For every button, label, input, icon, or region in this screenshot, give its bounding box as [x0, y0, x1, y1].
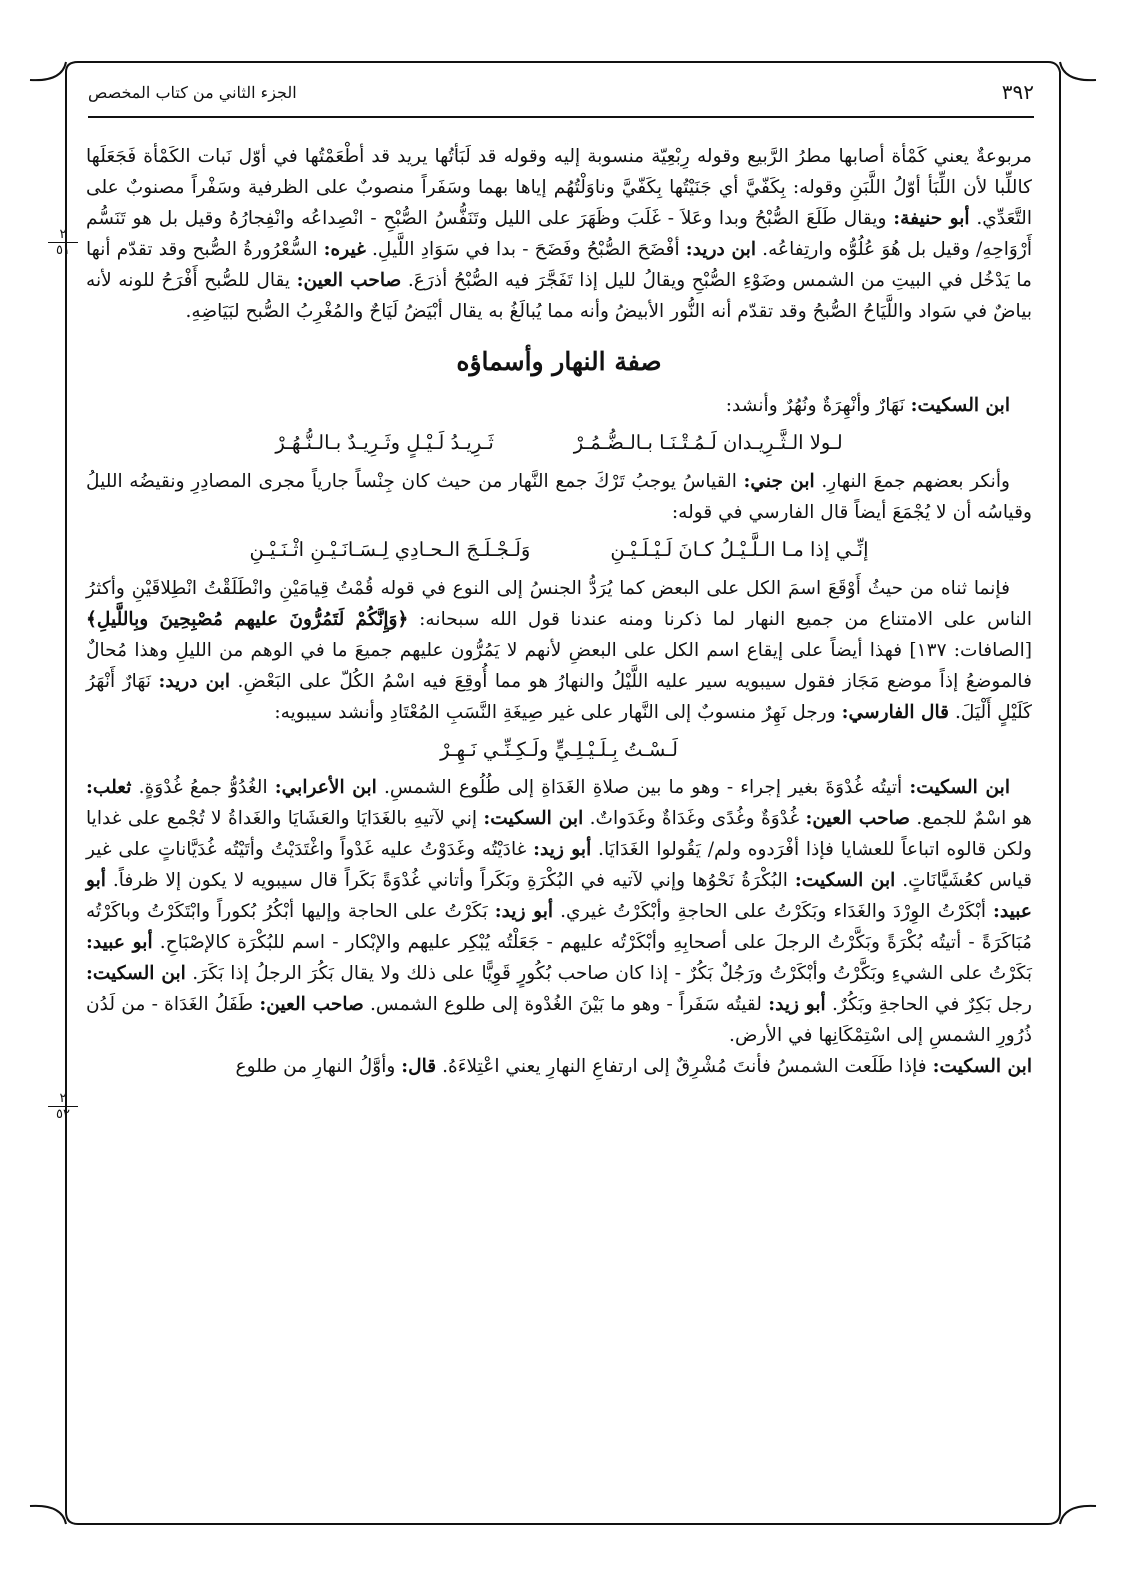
text: هو اسْمٌ للجمع.: [916, 808, 1032, 830]
paragraph: [86, 467, 1032, 529]
text: لقيتُه سَفَراً - وهو ما بَيْنَ الغُدْوة إلى طلوع الشمس.: [370, 993, 762, 1015]
narrator-name: صاحب العين:: [259, 993, 364, 1015]
quran-quote: ﴿وَإِنَّكُمْ لَتَمُرُّونَ عليهم مُصْبِحِينَ وبِاللَّيلِ﴾: [86, 608, 409, 630]
page-body: [86, 142, 1032, 1082]
narrator-name: صاحب العين:: [296, 269, 402, 291]
header-rule: [88, 116, 1034, 118]
text: ورجل نَهِرٌ منسوبٌ إلى النَّهار على غير صِيغَةِ النَّسَبِ المُعْتَادِ وأنشد سيبويه:: [274, 701, 836, 723]
text: يقال للصُّبح أَفْرَحُ للونه لأنه بياضٌ في سَواد واللَّيَاحُ الصُّبحُ وقد تقدّم أنه النُّور الأبيضُ وأنه مما يُبالَغُ به يقال أبْيَضُ لَيَاحٌ والمُغْرِبُ الصُّبح لبَيَاضِهِ.: [86, 269, 1032, 322]
narrator-name: أبو عبيد:: [86, 931, 153, 953]
margin-note-top: ٢: [59, 227, 67, 242]
running-title: الجزء الثاني من كتاب المخصص: [88, 82, 297, 102]
verse-hemistich: ثَـرِيـدُ لَـيْـلٍ وثَـرِيـدٌ بـالـنُّـهُـرْ: [275, 431, 494, 455]
narrator-name: قال الفارسي:: [841, 701, 950, 723]
narrator-name: ابن دريد:: [158, 670, 231, 692]
poetry-verse: [86, 535, 1032, 566]
poetry-verse: [86, 735, 1032, 766]
text: فهذا أيضاً على إيقاع اسم الكل على البعضِ لأنهم لا يَمُرُّون عليهم جميعَ ما في الوهم من الليلِ وهذا مُحالٌ فالموضعُ إذاً موضع مَجَاز فقول سيبويه سير عليه اللَّيْلُ والنهارُ هو مما أُوقِعَ فيه اسْمُ الكُلّ على البَعْضِ.: [86, 639, 1032, 692]
text: وأنكر بعضهم جمعَ النهارِ.: [821, 471, 1010, 493]
narrator-name: أبو حنيفة:: [893, 207, 970, 229]
margin-note-bottom: ٥٢: [56, 1107, 70, 1122]
verse-hemistich: لَـسْـتُ بِـلَـيْـلِـيٍّ ولَـكِـنِّـي نَـهِـرْ: [440, 737, 678, 761]
narrator-name: ابن دريد:: [685, 238, 757, 260]
text: القياسُ يوجبُ تَرْكَ جمع النَّهار من حيث كان جِنْساً جارياً مجرى المصادِرِ ونقيضُه الليلُ وقياسُه أن لا يُجْمَعَ أيضاً قال الفارسي في قوله:: [86, 471, 1032, 524]
page-number: ٣٩٢: [1001, 80, 1034, 104]
text: ويقال طَلَعَ الصُّبْحُ وبدا وعَلاَ - غَلَبَ وظَهَرَ على الليل وتَنَفُّسُ الصُّبْحِ - انْصِداعُه وانْفِجارُهُ وقيل بل هو تَنَسُّم أَرْوَاحِهِ/ وقيل بل هُوَ عُلُوُّه وارتِفاعُه.: [86, 207, 1032, 260]
margin-note-bottom: ٥١: [56, 243, 70, 258]
running-header: [88, 70, 1034, 114]
text: نَهَارٌ أَنْهَرُ كَلَيْلٍ أَلْيَلَ.: [86, 670, 1032, 723]
narrator-name: ابن السكيت:: [483, 808, 584, 830]
narrator-name: أبو زيد:: [494, 901, 554, 923]
narrator-name: ابن جني:: [743, 471, 815, 493]
narrator-name: ابن السكيت:: [932, 1055, 1032, 1077]
narrator-name: ابن السكيت:: [910, 395, 1010, 417]
text: طَفَلُ الغَدَاة - من لَدُن ذُرُورِ الشمسِ إلى اسْتِمْكَانِها في الأرض.: [86, 993, 1032, 1046]
text: نَهَارٌ وأنْهِرَةٌ ونُهُرٌ وأنشد:: [725, 395, 905, 417]
text: أبْكَرْتُ الوِرْدَ والغَدَاء وبَكَرْتُ على الحاجةِ وأبْكَرْتُ غيري.: [560, 901, 987, 923]
paragraph: [86, 142, 1032, 327]
verse-hemistich: إنِّـي إذا مـا الـلَّـيْـلُ كـانَ لَـيْـلَـيْـنِ: [610, 538, 869, 562]
text: رجل بَكِرٌ في الحاجةِ وبَكُرٌ.: [831, 993, 1033, 1015]
text: الغُدُوُّ جمعُ غُدْوَةٍ.: [138, 777, 268, 799]
narrator-name: ابن السكيت:: [909, 777, 1010, 799]
text: غادَيْتُه وغَدَوْتُ عليه غَدْواً واغْتَدَيْتُ وأتَيْتُه غُدَيَّاناتٍ على غير قياس كعُشَيَّانَاتٍ.: [86, 839, 1032, 892]
text: فإنما ثناه من حيثُ أَوْقَعَ اسمَ الكل على البعض كما يُرَدُّ الجنسُ إلى النوع في قوله قُمْتُ قِيامَيْنِ وانْطَلَقْتُ انْطِلاقَيْنِ وأكثرُ الناس على الامتناع من جميع النهار لما ذكرنا ومنه عندنا قول الله سبحانه:: [86, 577, 1032, 630]
text: وأوَّلُ النهارِ من طلوع: [235, 1055, 396, 1077]
narrator-name: ابن الأعرابي:: [274, 777, 377, 799]
paragraph: [86, 1052, 1032, 1083]
narrator-name: أبو عبيد:: [86, 870, 1032, 923]
margin-note: [48, 228, 78, 257]
text: أتيتُه غُدْوَةَ بغير إجراء - وهو ما بين صلاةِ الغَدَاةِ إلى طُلُوع الشمسِ.: [383, 777, 903, 799]
narrator-name: قال:: [401, 1055, 437, 1077]
section-title: صفة النهار وأسماؤه: [456, 347, 662, 377]
narrator-name: ابن السكيت:: [86, 962, 186, 984]
margin-note: [48, 1092, 78, 1121]
text: إني لآتيهِ بالغَدَايَا والعَشَايَا والغَداةُ لا تُجْمع على غدايا ولكن قالوه اتباعاً للعشايا فإذا أفْرَدوه ولم/ يَقُولوا الغَدَايَا.: [86, 808, 1032, 861]
narrator-name: ثعلب:: [86, 777, 132, 799]
narrator-name: أبو زيد:: [533, 839, 592, 861]
narrator-name: ابن السكيت:: [794, 870, 896, 892]
poetry-verse: [86, 428, 1032, 459]
verse-hemistich: وَلَـجْـلَـجَ الـحـادِي لِـسَـانَـيْـنِ اثْـنَـيْـنِ: [249, 538, 531, 562]
text: أفْضَحَ الصُّبْحُ وفَضَحَ - بدا في سَوَادِ اللَّيلِ.: [371, 238, 680, 260]
text: فإذا طَلَعت الشمسُ فأنتَ مُشْرِقٌ إلى ارتفاعِ النهارِ يعني اعْتِلاءَهُ.: [442, 1055, 927, 1077]
verse-hemistich: لـولا الـثَّـرِيـدان لَـمُـتْـنَـا بـالـضُّـمُـرْ: [573, 431, 843, 455]
text: مربوعةٌ يعني كَمْأة أصابها مطرُ الرَّبيع وقوله رِبْعِيّة منسوبة إليه وقوله قد لَبَأتُها يريد قد أطْعَمْتُها في أوّل نَبات الكَمْأة فَجَعَلَها كاللِّبا لأن اللِّبَأ أوّلُ اللَّبَنِ وقوله: بِكَفّيَّ أي جَنَيْتُها بِكَفّيَّ وناوَلْتُهُم إياها بهما وسَفَراً منصوبٌ على الظرفية وسَفْراً مصنوبٌ على التَّعَدِّي.: [86, 146, 1033, 229]
text: السُّعْرُورةُ الصُّبح وقد تقدّم أنها ما يَدْخُل في البيتِ من الشمس وضَوْءِ الصُّبْحِ ويقالُ لليل إذا تَفَجَّرَ فيه الصُّبْحُ أذرَعَ.: [86, 238, 1032, 291]
text: بَكَرْتُ على الشيءِ وبَكَّرْتُ وأبْكَرْتُ ورَجُلٌ بَكُرٌ - إذا كان صاحب بُكُورٍ قَوِيًّا على ذلك ولا يقال بَكُرَ الرجلُ إذا بَكَرَ.: [192, 962, 1032, 984]
narrator-name: صاحب العين:: [805, 808, 911, 830]
paragraph: [86, 391, 1032, 422]
text: بَكَرْتُ على الحاجة وإليها أبْكُرُ بُكوراً وابْتَكَرْتُ وباكَرْتُه مُبَاكَرَةً - أتيتُه بُكْرَةً وبَكَّرْتُ الرجلَ على أصحابِهِ وأبْكَرْتُه عليهم - جَعَلْتُه يُبْكِر عليهم والإبْكار - اسم للبُكْرَة كالإصْبَاحِ.: [86, 901, 1032, 953]
text: البُكْرَةُ نَحْوُها وإني لآتيه في البُكْرَةِ وبَكَراً وأتاني غُدْوَةً بَكَراً قال سيبويه لا يكون إلا ظرفاً.: [112, 870, 788, 892]
margin-note-top: ٢: [59, 1091, 67, 1106]
narrator-name: أبو زيد:: [768, 993, 826, 1015]
narrator-name: غيره:: [323, 238, 366, 260]
paragraph: [86, 773, 1032, 1051]
quran-reference: [الصافات: ١٣٧]: [909, 639, 1032, 661]
paragraph: [86, 574, 1032, 729]
text: غُدْوَةٌ وغُدًى وغَدَاةٌ وغَدَواتٌ.: [589, 808, 800, 830]
